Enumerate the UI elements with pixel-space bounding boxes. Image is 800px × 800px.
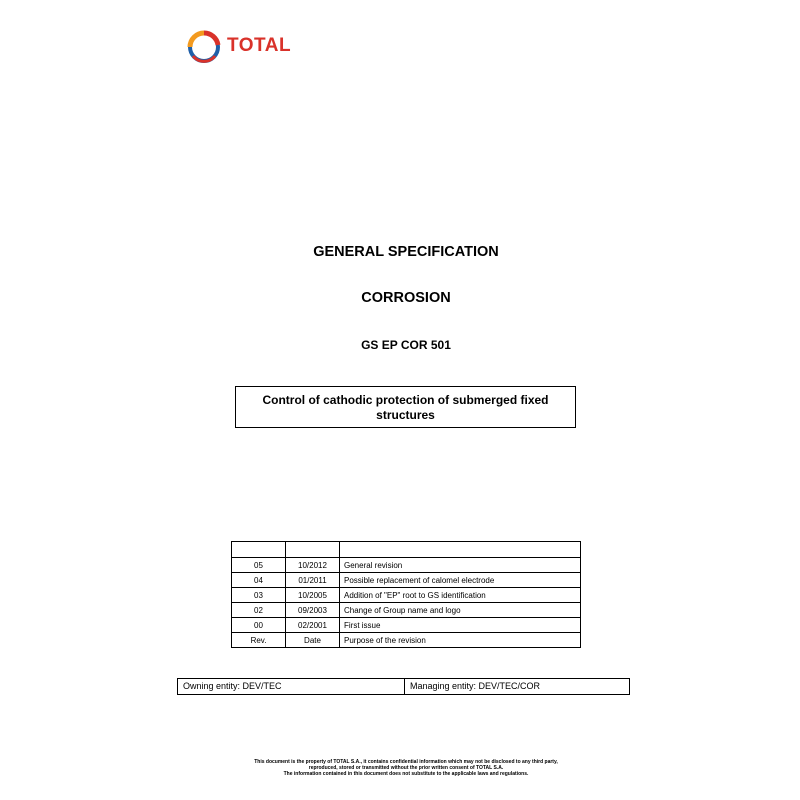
date-cell: 10/2005 [286,588,340,603]
confidentiality-notice [0,759,800,777]
rev-cell: 04 [232,573,286,588]
purpose-cell: First issue [340,618,581,633]
date-header: Date [286,633,340,648]
rev-cell: 02 [232,603,286,618]
revision-table [231,541,581,648]
document-type-title: GENERAL SPECIFICATION [313,244,499,260]
total-logo-icon [185,27,223,65]
rev-cell: 03 [232,588,286,603]
rev-cell: 05 [232,558,286,573]
rev-cell: 00 [232,618,286,633]
footer-line: The information contained in this document does not substitute to the applicable laws and regulations. [283,771,529,777]
purpose-header: Purpose of the revision [340,633,581,648]
discipline-title: CORROSION [361,290,451,306]
table-row [232,603,581,618]
logo-text: TOTAL [227,35,292,56]
owning-entity: Owning entity: DEV/TEC [178,679,405,694]
table-row [232,588,581,603]
table-row [232,542,581,558]
footer-line: This document is the property of TOTAL S.A., it contains confidential information which may not be disclosed to any third party, [254,759,558,765]
footer-line: reproduced, stored or transmitted without the prior written consent of TOTAL S.A. [308,765,504,771]
entity-box [177,678,630,695]
purpose-cell: Addition of "EP" root to GS identification [340,588,581,603]
managing-entity: Managing entity: DEV/TEC/COR [410,681,541,691]
document-subject: Control of cathodic protection of submerged fixed structures [235,386,576,428]
table-row [232,618,581,633]
date-cell: 02/2001 [286,618,340,633]
table-row [232,558,581,573]
date-cell: 09/2003 [286,603,340,618]
table-row [232,573,581,588]
date-cell: 10/2012 [286,558,340,573]
rev-header: Rev. [232,633,286,648]
purpose-cell: Change of Group name and logo [340,603,581,618]
table-header-row [232,633,581,648]
purpose-cell: Possible replacement of calomel electrode [340,573,581,588]
company-logo [185,27,297,67]
document-reference: GS EP COR 501 [361,338,451,352]
date-cell: 01/2011 [286,573,340,588]
purpose-cell: General revision [340,558,581,573]
